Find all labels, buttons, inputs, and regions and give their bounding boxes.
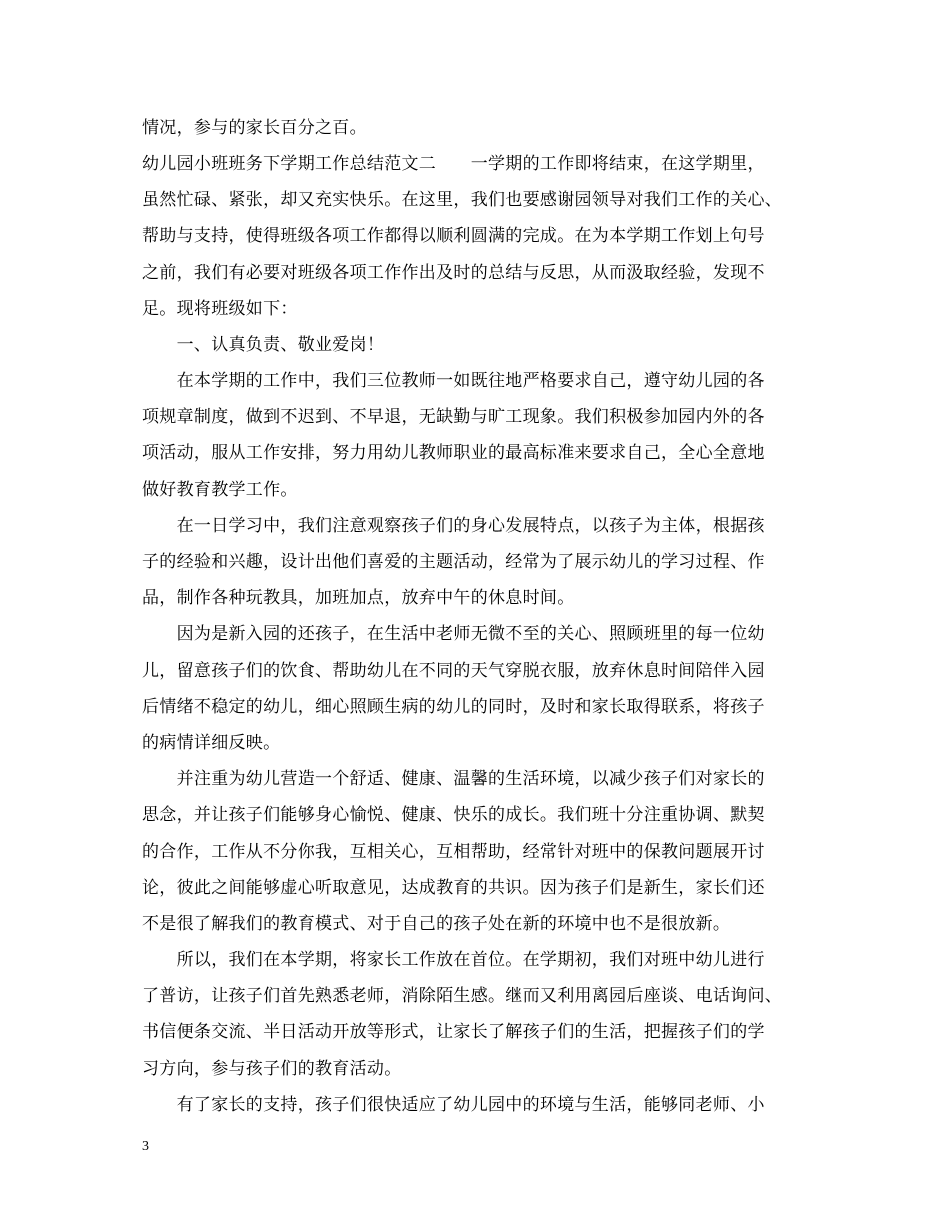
text-line: 做好教育教学工作。 (142, 480, 298, 500)
text-line: 项活动，服从工作安排，努力用幼儿教师职业的最高标准来要求自己，全心全意地 (142, 443, 765, 463)
text-line: 之前，我们有必要对班级各项工作作出及时的总结与反思，从而汲取经验，发现不 (142, 263, 765, 283)
text-line: 帮助与支持，使得班级各项工作都得以顺利圆满的完成。在为本学期工作划上句号 (142, 226, 765, 246)
text-line: 后情绪不稳定的幼儿，细心照顾生病的幼儿的同时，及时和家长取得联系，将孩子 (142, 697, 765, 717)
text-line: 习方向，参与孩子们的教育活动。 (142, 1059, 402, 1079)
text-line: 幼儿园小班班务下学期工作总结范文二 一学期的工作即将结束，在这学期里， (142, 154, 765, 174)
text-line: 项规章制度，做到不迟到、不早退，无缺勤与旷工现象。我们积极参加园内外的各 (142, 407, 765, 427)
text-line: 所以，我们在本学期，将家长工作放在首位。在学期初，我们对班中幼儿进行 (142, 950, 765, 970)
text-line: 虽然忙碌、紧张，却又充实快乐。在这里，我们也要感谢园领导对我们工作的关心、 (142, 190, 783, 210)
section-heading: 一、认真负责、敬业爱岗！ (142, 335, 385, 355)
text-line: 并注重为幼儿营造一个舒适、健康、温馨的生活环境，以减少孩子们对家长的 (142, 769, 765, 789)
text-line: 情况，参与的家长百分之百。 (142, 118, 367, 138)
text-line: 论，彼此之间能够虚心听取意见，达成教育的共识。因为孩子们是新生，家长们还 (142, 878, 765, 898)
text-line: 因为是新入园的还孩子，在生活中老师无微不至的关心、照顾班里的每一位幼 (142, 624, 765, 644)
text-line: 不是很了解我们的教育模式、对于自己的孩子处在新的环境中也不是很放新。 (142, 914, 731, 934)
text-line: 书信便条交流、半日活动开放等形式，让家长了解孩子们的生活，把握孩子们的学 (142, 1022, 765, 1042)
text-line: 子的经验和兴趣，设计出他们喜爱的主题活动，经常为了展示幼儿的学习过程、作 (142, 552, 765, 572)
text-line: 在一日学习中，我们注意观察孩子们的身心发展特点，以孩子为主体，根据孩 (142, 516, 765, 536)
text-line: 有了家长的支持，孩子们很快适应了幼儿园中的环境与生活，能够同老师、小 (142, 1095, 765, 1115)
text-line: 思念，并让孩子们能够身心愉悦、健康、快乐的成长。我们班十分注重协调、默契 (142, 805, 765, 825)
text-line: 品，制作各种玩教具，加班加点，放弃中午的休息时间。 (142, 588, 575, 608)
text-line: 了普访，让孩子们首先熟悉老师，消除陌生感。继而又利用离园后座谈、电话询问、 (142, 986, 783, 1006)
text-line: 的合作，工作从不分你我，互相关心，互相帮助，经常针对班中的保教问题展开讨 (142, 842, 765, 862)
text-line: 的病情详细反映。 (142, 733, 281, 753)
page-number: 3 (142, 1139, 149, 1154)
text-line: 在本学期的工作中，我们三位教师一如既往地严格要求自己，遵守幼儿园的各 (142, 371, 765, 391)
text-line: 足。现将班级如下： (142, 299, 298, 319)
text-line: 儿，留意孩子们的饮食、帮助幼儿在不同的天气穿脱衣服，放弃休息时间陪伴入园 (142, 661, 765, 681)
